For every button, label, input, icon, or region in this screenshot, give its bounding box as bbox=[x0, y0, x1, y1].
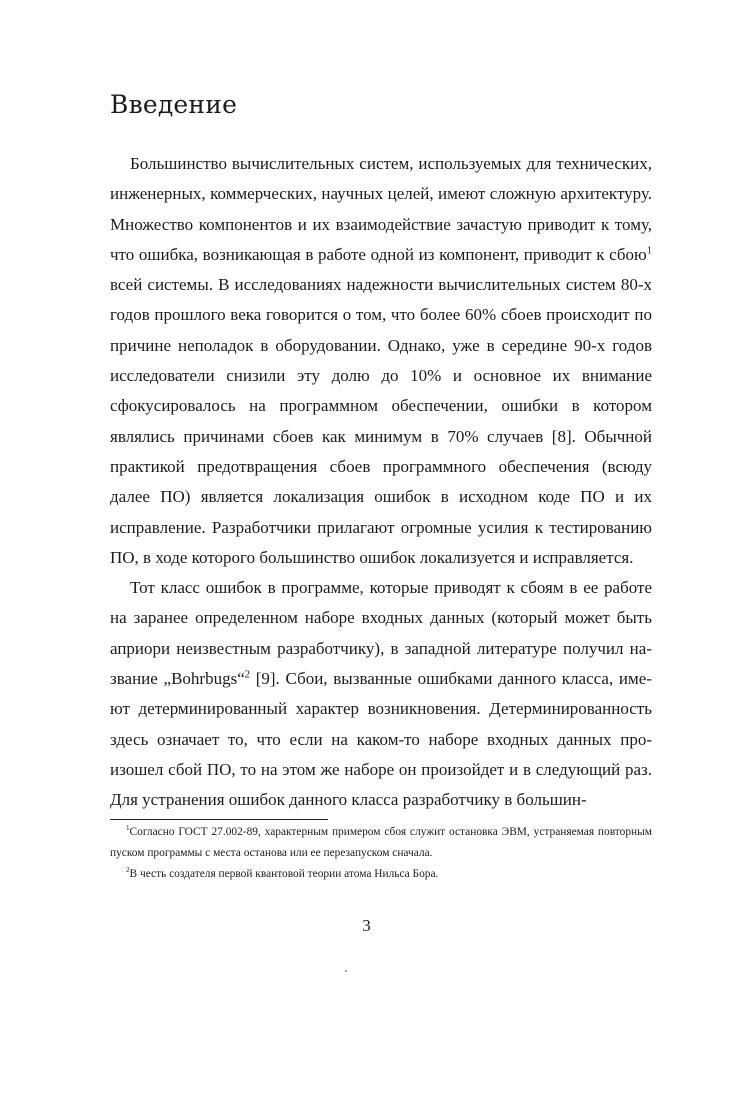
footnotes bbox=[110, 822, 652, 885]
page-number: 3 bbox=[362, 916, 371, 935]
paragraph-2 bbox=[110, 573, 652, 815]
section-heading: Введение bbox=[110, 90, 238, 119]
footnote-2 bbox=[110, 864, 652, 885]
scan-speck bbox=[345, 970, 347, 972]
footnote-1-text: Согласно ГОСТ 27.002-89, характерным примером сбоя служит остановка ЭВМ, устраняемая повторным пуском программы с места останова или ее перезапуском сначала. bbox=[110, 826, 652, 859]
footnote-2-mark: 2 bbox=[126, 866, 130, 875]
footnote-divider bbox=[110, 819, 328, 820]
footnote-1 bbox=[110, 822, 652, 864]
paragraph-1-text-b: всей системы. В исследованиях надежности вычислительных систем 80-х годов прошлого века говорится о том, что более 60% сбоев происходит по причине неполадок в оборудовании. Однако, уже в середине 90-х годов исследователи снизили эту долю до 10% и основное их внимание сфокусировалось на программном обеспечении, ошибки в котором являлись причинами сбоев как минимум в 70% случаев [8]. Обычной практикой предотвращения сбоев программного обеспечения (всюду далее ПО) является локализация ошибок в исходном коде ПО и их исправление. Разработчики прилагают огромные усилия к тестированию ПО, в ходе которого большинство ошибок локализуется и исправляется. bbox=[110, 275, 652, 567]
paragraph-2-text-a: Тот класс ошибок в программе, которые приводят к сбоям в ее работе на заранее определенном наборе входных данных (который может быть априори неизвестным разработчику), в западной литературе получил название „Bohrbugs“ bbox=[110, 578, 652, 689]
paragraph-2-text-b: [9]. Сбои, вызванные ошибками данного класса, имеют детерминированный характер возникновения. Детерминированность здесь означает то, что если на каком-то наборе входных данных произошел сбой ПО, то на этом же наборе он произойдет и в следующий раз. Для устранения ошибок данного класса разработчику в большин- bbox=[110, 669, 652, 810]
footnote-2-text: В честь создателя первой квантовой теории атома Нильса Бора. bbox=[129, 868, 439, 880]
footnote-1-mark: 1 bbox=[126, 824, 130, 833]
footnote-ref-1: 1 bbox=[646, 245, 652, 257]
paragraph-1 bbox=[110, 149, 652, 573]
footnote-ref-2: 2 bbox=[244, 669, 250, 681]
body-text bbox=[110, 149, 652, 816]
paragraph-1-text-a: Большинство вычислительных систем, используемых для технических, инженерных, коммерческих, научных целей, имеют сложную архитектуру. Множество компонентов и их взаимодействие зачастую приводит к тому, что ошибка, возникающая в работе одной из компонент, приводит к сбою bbox=[110, 154, 652, 264]
